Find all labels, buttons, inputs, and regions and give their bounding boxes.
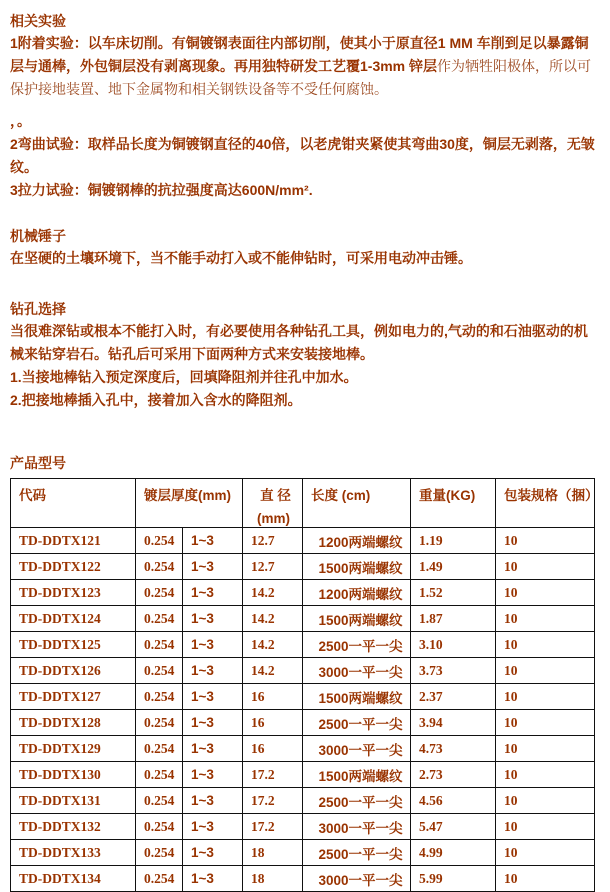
cell-diameter: 16: [243, 684, 303, 710]
cell-code: TD-DDTX133: [11, 840, 136, 866]
cell-bundle: 10: [496, 658, 595, 684]
cell-code: TD-DDTX134: [11, 866, 136, 892]
section-heading-experiments: 相关实验: [10, 13, 66, 29]
cell-bundle: 10: [496, 580, 595, 606]
table-header-row: [11, 479, 595, 528]
table-row: [11, 736, 595, 762]
cell-coating-range: 1~3: [183, 684, 243, 710]
cell-weight: 2.37: [411, 684, 496, 710]
cell-length: 1500两端螺纹: [303, 684, 411, 710]
cell-coating-range: 1~3: [183, 762, 243, 788]
table-row: [11, 866, 595, 892]
table-row: [11, 762, 595, 788]
cell-coating-range: 1~3: [183, 580, 243, 606]
table-row: [11, 658, 595, 684]
cell-weight: 4.56: [411, 788, 496, 814]
cell-weight: 3.94: [411, 710, 496, 736]
cell-code: TD-DDTX130: [11, 762, 136, 788]
paragraph-drilling-step2: 2.把接地棒插入孔中，接着加入含水的降阻剂。: [10, 392, 302, 408]
table-row: [11, 580, 595, 606]
cell-coating-thickness: 0.254: [136, 840, 183, 866]
cell-coating-thickness: 0.254: [136, 814, 183, 840]
table-row: [11, 788, 595, 814]
cell-diameter: 16: [243, 736, 303, 762]
cell-bundle: 10: [496, 866, 595, 892]
paragraph-punctuation-line: ，。: [10, 113, 31, 129]
cell-weight: 2.73: [411, 762, 496, 788]
cell-weight: 1.19: [411, 528, 496, 554]
paragraph-hammer: 在坚硬的土壤环境下，当不能手动打入或不能伸钻时，可采用电动冲击锤。: [10, 250, 472, 266]
cell-coating-range: 1~3: [183, 736, 243, 762]
table-row: [11, 528, 595, 554]
cell-bundle: 10: [496, 554, 595, 580]
cell-weight: 1.49: [411, 554, 496, 580]
adhesion-test-bold-text: 1附着实验：以车床切削。有铜镀钢表面往内部切削，使其小于原直径1 MM 车削到足以暴露铜层与通棒，外包铜层没有剥离现象。再用独特研发工艺覆1-3mm 锌层: [10, 35, 589, 74]
cell-coating-range: 1~3: [183, 554, 243, 580]
cell-length: 2500一平一尖: [303, 788, 411, 814]
cell-bundle: 10: [496, 684, 595, 710]
product-table-head: [11, 479, 599, 528]
section-heading-drilling: 钻孔选择: [10, 301, 66, 317]
cell-length: 3000一平一尖: [303, 658, 411, 684]
cell-bundle: 10: [496, 528, 595, 554]
table-row: [11, 632, 595, 658]
cell-weight: 5.47: [411, 814, 496, 840]
header-weight: 重量(KG): [411, 479, 496, 528]
cell-diameter: 18: [243, 866, 303, 892]
cell-coating-range: 1~3: [183, 814, 243, 840]
cell-length: 1200两端螺纹: [303, 528, 411, 554]
cell-coating-thickness: 0.254: [136, 866, 183, 892]
table-row: [11, 814, 595, 840]
cell-coating-thickness: 0.254: [136, 554, 183, 580]
cell-diameter: 14.2: [243, 658, 303, 684]
cell-coating-thickness: 0.254: [136, 736, 183, 762]
table-row: [11, 554, 595, 580]
cell-weight: 5.99: [411, 866, 496, 892]
cell-length: 3000一平一尖: [303, 866, 411, 892]
paragraph-bend-test: 2弯曲试验：取样品长度为铜镀钢直径的40倍，以老虎钳夹紧使其弯曲30度，铜层无剥落，无皱纹。: [10, 136, 595, 175]
cell-diameter: 14.2: [243, 632, 303, 658]
header-diameter-line1: 直 径: [260, 488, 291, 503]
header-diameter: [243, 479, 303, 528]
paragraph-drilling-step1: 1.当接地棒钻入预定深度后，回填降阻剂并往孔中加水。: [10, 369, 358, 385]
cell-coating-range: 1~3: [183, 788, 243, 814]
cell-code: TD-DDTX131: [11, 788, 136, 814]
cell-length: 3000一平一尖: [303, 814, 411, 840]
cell-coating-range: 1~3: [183, 606, 243, 632]
product-table: [10, 478, 599, 892]
cell-code: TD-DDTX127: [11, 684, 136, 710]
cell-code: TD-DDTX121: [11, 528, 136, 554]
cell-diameter: 17.2: [243, 762, 303, 788]
cell-code: TD-DDTX123: [11, 580, 136, 606]
cell-coating-range: 1~3: [183, 632, 243, 658]
cell-code: TD-DDTX128: [11, 710, 136, 736]
cell-length: 3000一平一尖: [303, 736, 411, 762]
cell-coating-thickness: 0.254: [136, 528, 183, 554]
table-row: [11, 606, 595, 632]
header-coating-thickness: 镀层厚度(mm): [136, 479, 243, 528]
header-bundle: 包装规格（捆）: [496, 479, 595, 528]
paragraph-tensile-test: 3拉力试验：铜镀钢棒的抗拉强度高达600N/mm².: [10, 182, 313, 198]
section-heading-hammer: 机械锤子: [10, 228, 66, 244]
table-row: [11, 684, 595, 710]
cell-coating-range: 1~3: [183, 710, 243, 736]
cell-coating-thickness: 0.254: [136, 606, 183, 632]
paragraph-drilling: 当很难深钻或根本不能打入时，有必要使用各种钻孔工具，例如电力的,气动的和石油驱动的机械来钻穿岩石。钻孔后可采用下面两种方式来安装接地棒。: [10, 323, 588, 362]
cell-length: 1500两端螺纹: [303, 606, 411, 632]
cell-diameter: 17.2: [243, 788, 303, 814]
cell-coating-thickness: 0.254: [136, 580, 183, 606]
cell-coating-range: 1~3: [183, 866, 243, 892]
adhesion-test-regular-text: 作为牺牲阳极体，所以可保护接地装置、地下金属物和相关钢铁设备等不受任何腐蚀。: [10, 58, 592, 97]
cell-bundle: 10: [496, 606, 595, 632]
cell-coating-thickness: 0.254: [136, 684, 183, 710]
cell-diameter: 16: [243, 710, 303, 736]
cell-length: 1500两端螺纹: [303, 554, 411, 580]
cell-diameter: 17.2: [243, 814, 303, 840]
cell-code: TD-DDTX125: [11, 632, 136, 658]
cell-bundle: 10: [496, 710, 595, 736]
cell-weight: 3.73: [411, 658, 496, 684]
cell-diameter: 12.7: [243, 554, 303, 580]
section-heading-product-models: 产品型号: [10, 455, 66, 471]
cell-bundle: 10: [496, 840, 595, 866]
table-row: [11, 840, 595, 866]
header-length: 长度 (cm): [303, 479, 411, 528]
cell-length: 2500一平一尖: [303, 710, 411, 736]
cell-weight: 4.73: [411, 736, 496, 762]
cell-coating-thickness: 0.254: [136, 710, 183, 736]
cell-weight: 3.10: [411, 632, 496, 658]
cell-diameter: 14.2: [243, 606, 303, 632]
cell-code: TD-DDTX122: [11, 554, 136, 580]
cell-bundle: 10: [496, 814, 595, 840]
header-code: 代码: [11, 479, 136, 528]
cell-code: TD-DDTX126: [11, 658, 136, 684]
cell-bundle: 10: [496, 762, 595, 788]
header-diameter-line2: (mm): [257, 511, 290, 526]
cell-weight: 1.52: [411, 580, 496, 606]
cell-length: 1500两端螺纹: [303, 762, 411, 788]
cell-length: 2500一平一尖: [303, 840, 411, 866]
cell-coating-thickness: 0.254: [136, 632, 183, 658]
cell-code: TD-DDTX132: [11, 814, 136, 840]
cell-weight: 1.87: [411, 606, 496, 632]
cell-weight: 4.99: [411, 840, 496, 866]
cell-coating-range: 1~3: [183, 528, 243, 554]
paragraph-adhesion-test: [10, 32, 598, 101]
cell-bundle: 10: [496, 736, 595, 762]
cell-coating-thickness: 0.254: [136, 788, 183, 814]
cell-code: TD-DDTX124: [11, 606, 136, 632]
cell-coating-thickness: 0.254: [136, 762, 183, 788]
cell-coating-range: 1~3: [183, 840, 243, 866]
cell-bundle: 10: [496, 788, 595, 814]
cell-coating-thickness: 0.254: [136, 658, 183, 684]
cell-diameter: 14.2: [243, 580, 303, 606]
cell-length: 1200两端螺纹: [303, 580, 411, 606]
cell-diameter: 12.7: [243, 528, 303, 554]
cell-coating-range: 1~3: [183, 658, 243, 684]
cell-code: TD-DDTX129: [11, 736, 136, 762]
product-table-body: [11, 528, 595, 892]
cell-length: 2500一平一尖: [303, 632, 411, 658]
cell-bundle: 10: [496, 632, 595, 658]
cell-diameter: 18: [243, 840, 303, 866]
table-row: [11, 710, 595, 736]
